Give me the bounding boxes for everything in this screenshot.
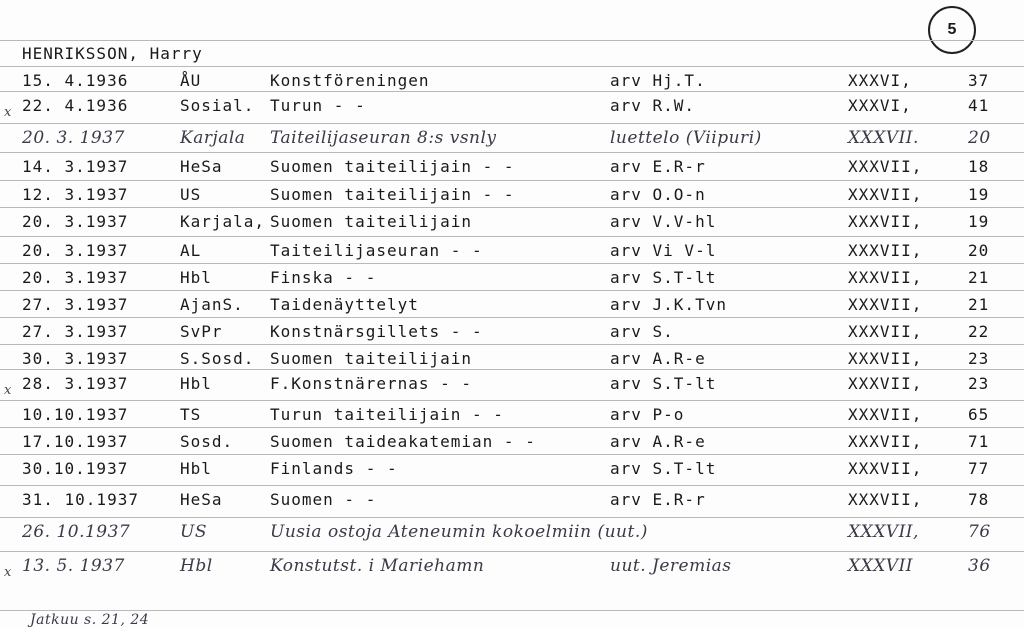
entry-volume: XXXVII, [848,185,923,204]
row-rule [0,263,1024,264]
entry-title: Suomen taiteilijain - - [270,157,515,176]
entry-author: arv P-o [610,405,685,424]
entry-date: 20. 3. 1937 [22,128,125,148]
entry-number: 78 [968,490,990,509]
entry-number: 23 [968,374,990,393]
entry-title: Suomen taiteilijain - - [270,185,515,204]
entry-paper: ÅU [180,71,202,90]
entry-volume: XXXVII, [848,212,923,231]
entry-number: 22 [968,322,990,341]
entry-title: Finska - - [270,268,377,287]
entry-paper: US [180,522,207,542]
entry-number: 76 [968,522,991,542]
entry-date: 14. 3.1937 [22,157,129,176]
entry-number: 77 [968,459,990,478]
entry-title: F.Konstnärernas - - [270,374,473,393]
row-rule [0,517,1024,518]
entry-paper: Karjala [180,128,246,148]
row-rule [0,344,1024,345]
entry-number: 71 [968,432,990,451]
entry-volume: XXXVII, [848,349,923,368]
row-rule [0,236,1024,237]
row-rule [0,454,1024,455]
entry-title: Konstnärsgillets - - [270,322,483,341]
entry-title: Turun - - [270,96,366,115]
entry-date: 31. 10.1937 [22,490,139,509]
entry-title: Konstföreningen [270,71,430,90]
entry-title: Uusia ostoja Ateneumin kokoelmiin (uut.) [270,522,648,542]
entry-paper: Hbl [180,556,213,576]
row-rule [0,152,1024,153]
entry-title: Turun taiteilijain - - [270,405,504,424]
entry-date: 20. 3.1937 [22,268,129,287]
entry-volume: XXXVII, [848,459,923,478]
entry-volume: XXXVI, [848,71,912,90]
entry-date: 12. 3.1937 [22,185,129,204]
entry-paper: S.Sosd. [180,349,255,368]
entry-paper: TS [180,405,202,424]
entry-paper: Hbl [180,459,212,478]
row-rule [0,180,1024,181]
check-mark: x [4,565,12,580]
entry-volume: XXXVII, [848,405,923,424]
entry-number: 36 [968,556,991,576]
entry-author: arv R.W. [610,96,696,115]
entry-volume: XXXVII, [848,374,923,393]
entry-number: 19 [968,212,990,231]
entry-title: Suomen - - [270,490,377,509]
entry-title: Finlands - - [270,459,398,478]
entry-author: arv V.V-hl [610,212,717,231]
row-rule [0,369,1024,370]
entry-title: Konstutst. i Mariehamn [270,556,485,576]
entry-volume: XXXVII, [848,490,923,509]
entry-title: Taidenäyttelyt [270,295,419,314]
entry-author: arv Hj.T. [610,71,706,90]
entry-date: 28. 3.1937 [22,374,129,393]
entry-title: Suomen taiteilijain [270,349,473,368]
entry-author: arv O.O-n [610,185,706,204]
entry-date: 10.10.1937 [22,405,129,424]
entry-date: 27. 3.1937 [22,295,129,314]
entry-volume: XXXVII, [848,241,923,260]
row-rule [0,91,1024,92]
entry-volume: XXXVII [848,556,914,576]
entry-author: arv A.R-e [610,349,706,368]
entry-number: 19 [968,185,990,204]
entry-volume: XXXVII, [848,295,923,314]
entry-number: 37 [968,71,990,90]
entry-author: uut. Jeremias [610,556,732,576]
entry-volume: XXXVII, [848,157,923,176]
entry-volume: XXXVII, [848,432,923,451]
entry-paper: HeSa [180,157,223,176]
continuation-note: Jatkuu s. 21, 24 [30,612,150,628]
check-mark: x [4,105,12,120]
entry-number: 21 [968,268,990,287]
entry-paper: AjanS. [180,295,244,314]
card-heading: HENRIKSSON, Harry [22,44,203,63]
row-rule [0,400,1024,401]
entry-volume: XXXVII. [848,128,919,148]
entry-title: Suomen taideakatemian - - [270,432,536,451]
entry-paper: Karjala, [180,212,266,231]
entry-paper: Sosd. [180,432,234,451]
entry-date: 17.10.1937 [22,432,129,451]
entry-volume: XXXVII, [848,322,923,341]
entry-paper: Hbl [180,268,212,287]
entry-date: 15. 4.1936 [22,71,129,90]
entry-paper: US [180,185,202,204]
entry-author: arv S. [610,322,674,341]
entry-author: arv E.R-r [610,490,706,509]
row-rule [0,290,1024,291]
entry-date: 13. 5. 1937 [22,556,125,576]
entry-number: 18 [968,157,990,176]
entry-volume: XXXVI, [848,96,912,115]
entry-volume: XXXVII, [848,268,923,287]
entry-volume: XXXVII, [848,522,919,542]
entry-number: 41 [968,96,990,115]
row-rule [0,66,1024,67]
entry-author: arv S.T-lt [610,268,717,287]
check-mark: x [4,383,12,398]
row-rule [0,485,1024,486]
entry-date: 26. 10.1937 [22,522,131,542]
entry-paper: Hbl [180,374,212,393]
entry-title: Taiteilijaseuran 8:s vsnly [270,128,497,148]
entry-date: 30.10.1937 [22,459,129,478]
entry-paper: AL [180,241,202,260]
card-number: 5 [928,6,976,54]
row-rule [0,123,1024,124]
entry-date: 20. 3.1937 [22,212,129,231]
entry-author: arv Vi V-l [610,241,717,260]
entry-author: arv J.K.Tvn [610,295,727,314]
entry-title: Taiteilijaseuran - - [270,241,483,260]
entry-number: 20 [968,128,991,148]
entry-author: luettelo (Viipuri) [610,128,762,148]
row-rule [0,317,1024,318]
entry-author: arv A.R-e [610,432,706,451]
entry-date: 22. 4.1936 [22,96,129,115]
entry-date: 30. 3.1937 [22,349,129,368]
entry-date: 20. 3.1937 [22,241,129,260]
entry-author: arv S.T-lt [610,459,717,478]
row-rule [0,207,1024,208]
entry-paper: HeSa [180,490,223,509]
entry-paper: Sosial. [180,96,255,115]
entry-author: arv S.T-lt [610,374,717,393]
row-rule [0,610,1024,611]
row-rule [0,551,1024,552]
entry-date: 27. 3.1937 [22,322,129,341]
entry-author: arv E.R-r [610,157,706,176]
row-rule [0,40,1024,41]
entry-number: 23 [968,349,990,368]
row-rule [0,427,1024,428]
entry-number: 20 [968,241,990,260]
entry-number: 65 [968,405,990,424]
entry-paper: SvPr [180,322,223,341]
entry-title: Suomen taiteilijain [270,212,473,231]
entry-number: 21 [968,295,990,314]
